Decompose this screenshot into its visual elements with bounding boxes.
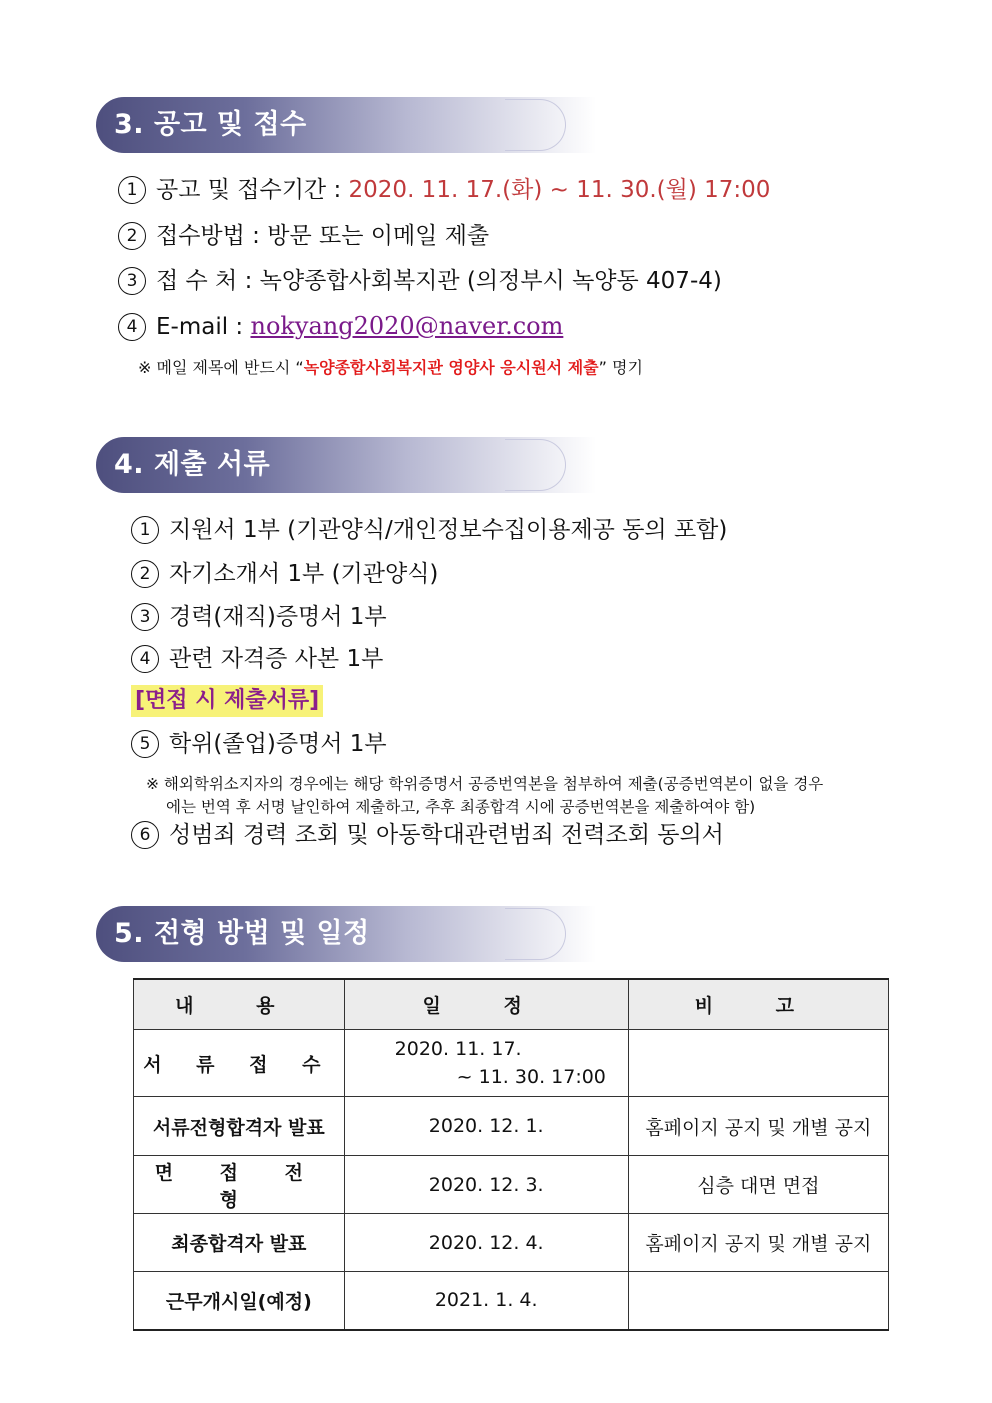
application-period: 2020. 11. 17.(화) ~ 11. 30.(월) 17:00 <box>348 177 771 203</box>
row-date: 2021. 1. 4. <box>344 1272 628 1330</box>
section-4-header <box>96 437 596 493</box>
header-decoration <box>505 439 566 491</box>
section-3-header <box>96 97 596 153</box>
row-note: 심층 대면 면접 <box>628 1156 888 1214</box>
row-note: 홈페이지 공지 및 개별 공지 <box>628 1097 888 1156</box>
note-suffix: ” 명기 <box>598 358 643 377</box>
note-highlight: 녹양종합사회복지관 영양사 응시원서 제출 <box>303 358 599 377</box>
item-label: 자기소개서 1부 (기관양식) <box>169 561 439 587</box>
email-link[interactable]: nokyang2020@naver.com <box>250 312 564 340</box>
row-content: 서 류 접 수 <box>134 1030 345 1097</box>
circled-number: 5 <box>131 730 159 758</box>
row-date: 2020. 12. 3. <box>344 1156 628 1214</box>
table-row <box>134 1272 889 1330</box>
list-item <box>131 559 438 589</box>
item-label: 접 수 처 : 녹양종합사회복지관 (의정부시 녹양동 407-4) <box>156 268 722 294</box>
row-date <box>344 1030 628 1097</box>
list-item <box>131 729 387 759</box>
interview-documents-label: [면접 시 제출서류] <box>131 685 323 717</box>
list-item <box>131 820 724 850</box>
table-row <box>134 1214 889 1272</box>
circled-number: 2 <box>118 222 146 250</box>
list-item <box>118 221 489 251</box>
row-date: 2020. 12. 4. <box>344 1214 628 1272</box>
table-row <box>134 1097 889 1156</box>
item-label: 지원서 1부 (기관양식/개인정보수집이용제공 동의 포함) <box>169 517 728 543</box>
item-label: 경력(재직)증명서 1부 <box>169 604 387 630</box>
schedule-table <box>133 978 889 1331</box>
list-item <box>131 644 383 674</box>
item-label: 학위(졸업)증명서 1부 <box>169 731 387 757</box>
date-line-2: ~ 11. 30. 17:00 <box>456 1066 606 1088</box>
circled-number: 4 <box>118 313 146 341</box>
degree-note-line-2: 에는 번역 후 서명 날인하여 제출하고, 추후 최종합격 시에 공증번역본을 제출하여야 함) <box>166 798 756 816</box>
item-label: 성범죄 경력 조회 및 아동학대관련범죄 전력조회 동의서 <box>169 822 724 848</box>
header-decoration <box>505 99 566 151</box>
row-content: 서류전형합격자 발표 <box>134 1097 345 1156</box>
item-label: 접수방법 : 방문 또는 이메일 제출 <box>156 223 490 249</box>
item-label: 관련 자격증 사본 1부 <box>169 646 384 672</box>
row-date: 2020. 12. 1. <box>344 1097 628 1156</box>
circled-number: 3 <box>131 603 159 631</box>
item-label: 공고 및 접수기간 : <box>156 177 349 203</box>
section-3-title: 3. 공고 및 접수 <box>114 109 307 140</box>
list-item <box>118 311 563 342</box>
date-line-1: 2020. 11. 17. <box>394 1038 522 1060</box>
row-note <box>628 1030 888 1097</box>
column-header: 일 정 <box>344 979 628 1030</box>
row-content: 면 접 전 형 <box>134 1156 345 1214</box>
row-note: 홈페이지 공지 및 개별 공지 <box>628 1214 888 1272</box>
circled-number: 2 <box>131 560 159 588</box>
section-5-title: 5. 전형 방법 및 일정 <box>114 918 370 949</box>
circled-number: 3 <box>118 267 146 295</box>
list-item <box>118 175 770 205</box>
row-content: 최종합격자 발표 <box>134 1214 345 1272</box>
note-prefix: ※ 메일 제목에 반드시 “ <box>138 358 304 377</box>
list-item <box>131 515 727 545</box>
item-label: E-mail : <box>156 314 251 340</box>
table-header-row <box>134 979 889 1030</box>
list-item <box>118 266 722 296</box>
section-4-title: 4. 제출 서류 <box>114 449 271 480</box>
degree-note-line-1: ※ 해외학위소지자의 경우에는 해당 학위증명서 공증번역본을 첨부하여 제출(공증번역본이 없을 경우 <box>146 775 824 793</box>
circled-number: 4 <box>131 645 159 673</box>
email-note <box>138 357 643 379</box>
row-content: 근무개시일(예정) <box>134 1272 345 1330</box>
table-row <box>134 1156 889 1214</box>
column-header: 내 용 <box>134 979 345 1030</box>
row-note <box>628 1272 888 1330</box>
table-row <box>134 1030 889 1097</box>
circled-number: 6 <box>131 821 159 849</box>
circled-number: 1 <box>118 176 146 204</box>
header-decoration <box>505 908 566 960</box>
section-5-header <box>96 906 596 962</box>
list-item <box>131 602 387 632</box>
column-header: 비 고 <box>628 979 888 1030</box>
circled-number: 1 <box>131 516 159 544</box>
